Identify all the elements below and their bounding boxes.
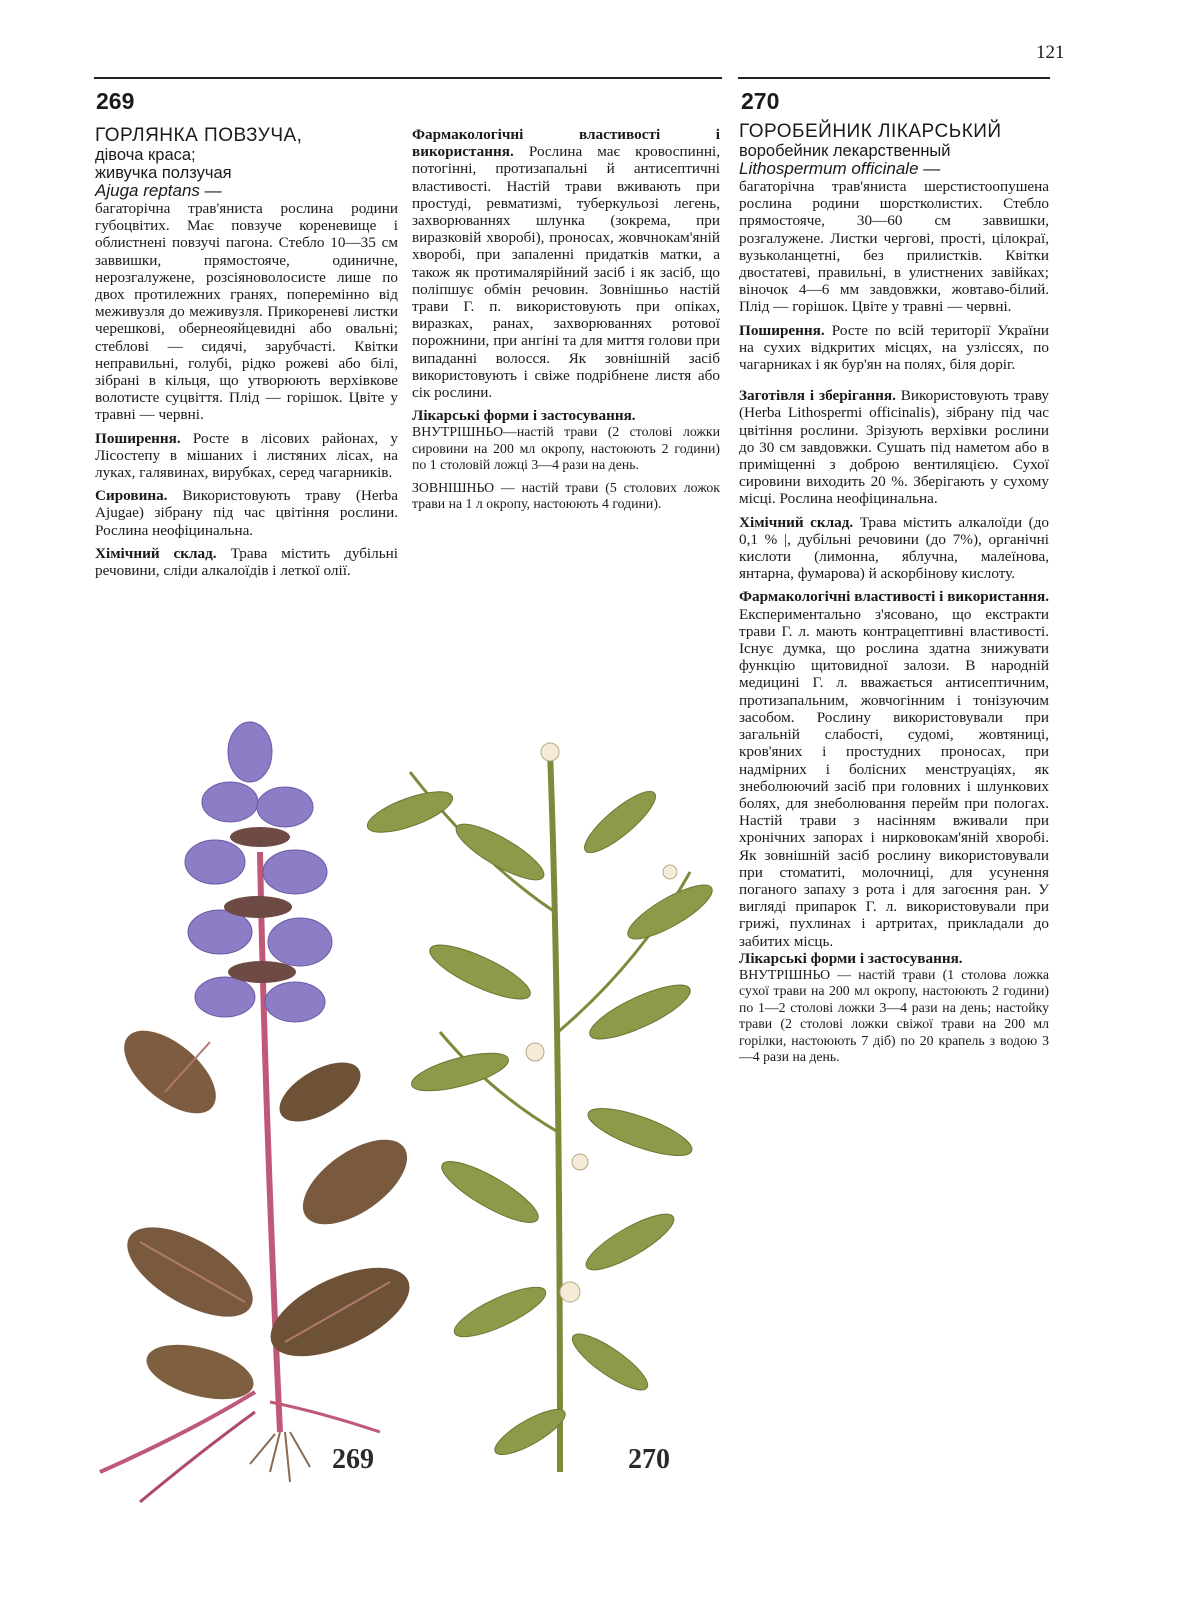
entry-title: ГОРОБЕЙНИК ЛІКАРСЬКИЙ	[739, 121, 1002, 142]
section-heading: Заготівля і зберігання.	[739, 387, 896, 405]
synonym: живучка ползучая	[95, 164, 232, 182]
section-text: Трава містить дубільні речовини, сліди алкалоїдів і леткої олії.	[95, 544, 399, 580]
section-heading: Поширення.	[95, 429, 181, 447]
section-heading: Лікарські форми і застосування.	[412, 407, 636, 425]
section-text: Використовують траву (Herba Lithospermi officinalis), зібрану під час цвітіння рослини. Зрізують верхівки рослини до 30 см завдовжки. Сушать під наметом або в приміщенні з доброю вентиляцією. Сухої сировини виходить 20 %. Зберігають у сухому місці. Рослина неофіцинальна.	[739, 387, 1049, 508]
entry-title: ГОРЛЯНКА ПОВЗУЧА,	[95, 125, 303, 146]
section-heading: Хімічний склад.	[739, 513, 854, 531]
dosage-external: ЗОВНІШНЬО — настій трави (5 столових ложок трави на 1 л окропу, настоюють 4 години).	[412, 479, 720, 512]
chemical-composition-paragraph	[95, 545, 398, 579]
column-1	[95, 126, 398, 585]
pharmacology-paragraph	[739, 588, 1049, 949]
synonym: воробейник лекарственный	[739, 142, 951, 160]
section-text: Рослина має кровоспинні, потогінні, протизапальні й антисептичні властивості. Настій трави вживають при простуді, ревматизмі, туберкульозі легень, захворюваннях шлунка (зокрема, при виразковій хворобі), проносах, жовчнокам'яній хворобі, при запаленні придатків матки, а також як протималярійний засіб і як засіб, що поліпшує обмін речовин. Зовнішньо настій трави Г. п. використовують при опіках, виразках, ранах, захворюваннях ротової порожнини, при ангіні та для миття голови при випаданні волосся. Як зовнішній засіб використовують і свіже подрібнене листя або сік рослини.	[412, 143, 721, 402]
raw-material-paragraph	[95, 487, 398, 539]
column-2	[412, 126, 720, 519]
illustration-label-270: 270	[628, 1444, 670, 1475]
chemical-composition-paragraph	[739, 514, 1049, 583]
entry-number-270: 270	[741, 88, 780, 114]
botanical-illustration	[80, 712, 740, 1532]
top-rule-left	[94, 77, 722, 79]
section-text: Трава містить алкалоїди (до 0,1 % |, дубільні речовини (до 7%), органічні кислоти (лимонна, яблучна, малеїнова, янтарна, фумарова) й аскорбінову кислоту.	[739, 513, 1050, 583]
top-rule-right	[738, 77, 1050, 79]
section-heading: Лікарські форми і застосування.	[739, 949, 963, 967]
latin-name: Lithospermum officinale —	[739, 159, 941, 178]
page-number: 121	[1036, 42, 1065, 63]
section-text: Росте по всій території України на сухих відкритих місцях, на узліссях, по чагарниках і як бур'ян на полях, біля доріг.	[739, 321, 1050, 374]
section-heading: Хімічний склад.	[95, 544, 217, 562]
lithospermum-plant-drawing	[363, 743, 719, 1472]
latin-name: Ajuga reptans —	[95, 181, 222, 200]
section-text: Використовують траву (Herba Ajugae) зібрану під час цвітіння рослини. Рослина неофіцинальна.	[95, 487, 398, 539]
distribution-paragraph	[95, 430, 398, 482]
column-3	[739, 122, 1049, 1072]
description: багаторічна трав'яниста рослина родини губоцвітих. Має повзуче кореневище і облистнені повзучі пагона. Стебло 10—35 см заввишки, прямостояче, одиничне, нерозгалужене, розсіяноволосисте лише по двох протилежних гранях, поперемінно від меживузля до меживузля. Прикореневі листки черешкові, обернеояйцевидні або овальні; стеблові — сидячі, зарубчасті. Квітки неправильні, голубі, рідко рожеві або білі, зібрані в кільця, що утворюють верхівкове волотисте суцвіття. Плід — горішок. Цвіте у травні — червні.	[95, 200, 398, 424]
dosage-internal: ВНУТРІШНЬО — настій трави (1 столова ложка сухої трави на 200 мл окропу, настоюють 2 години) по 1—2 столові ложки 3—4 рази на день; настойку трави (2 столові ложки свіжої трави на 200 мл горілки, настоюють 7 діб) по 20 крапель з водою 3—4 рази на день.	[739, 966, 1049, 1065]
section-heading: Фармакологічні властивості і використання.	[739, 588, 1049, 606]
dosage-internal: ВНУТРІШНЬО—настій трави (2 столові ложки сировини на 200 мл окропу, настоюють 2 години) по 1 столовій ложці 3—4 рази на день.	[412, 424, 720, 473]
section-text: Експериментально з'ясовано, що екстракти трави Г. л. мають контрацептивні властивості. Існує думка, що рослина здатна знижувати функцію щитовидної залози. В народній медицині Г. л. вважається антисептичним, протизапальним, жовчогінним і тонізуючим засобом. Рослину використовували при загальній слабості, судомі, жовтяниці, кров'яних і простудних проносах, при надмірних і болісних менструаціях, як знеболюючий засіб при головних і шлункових болях, для знеболювання перейм при пологах. Настій трави з насінням вживали при хронічних запорах і нирковокам'яній хворобі. Як зовнішній засіб рослину використовували при стоматиті, молочниці, для усунення поганого запаху з рота і для загоєння ран. У вигляді припарок Г. л. використовували при грижі, пухлинах і артритах, прикладали до забитих місць.	[739, 605, 1049, 950]
distribution-paragraph	[739, 322, 1049, 374]
section-heading: Поширення.	[739, 321, 825, 339]
synonym: дівоча краса;	[95, 146, 196, 164]
ajuga-plant-drawing	[100, 722, 422, 1502]
pharmacology-paragraph	[412, 126, 720, 401]
description: багаторічна трав'яниста шерстистоопушена рослина родини шорстколистих. Стебло прямостояче, 30—60 см заввишки, розгалужене. Листки чергові, прості, цілокраї, вузьколанцетні, без прилистків. Квітки двостатеві, правильні, в улистнених завійках; віночок 4—6 мм завдовжки, жовтаво-білий. Плід — горішок. Цвіте у травні — червні.	[739, 178, 1049, 316]
section-text: Росте в лісових районах, у Лісостепу в мішаних і листяних лісах, на луках, галявинах, вирубках, серед чагарників.	[95, 429, 399, 482]
illustration-label-269: 269	[332, 1444, 374, 1475]
harvest-paragraph	[739, 387, 1049, 507]
section-heading: Сировина.	[95, 487, 168, 505]
entry-number-269: 269	[96, 88, 135, 114]
section-heading: Фармакологічні властивості і використання.	[412, 126, 720, 161]
